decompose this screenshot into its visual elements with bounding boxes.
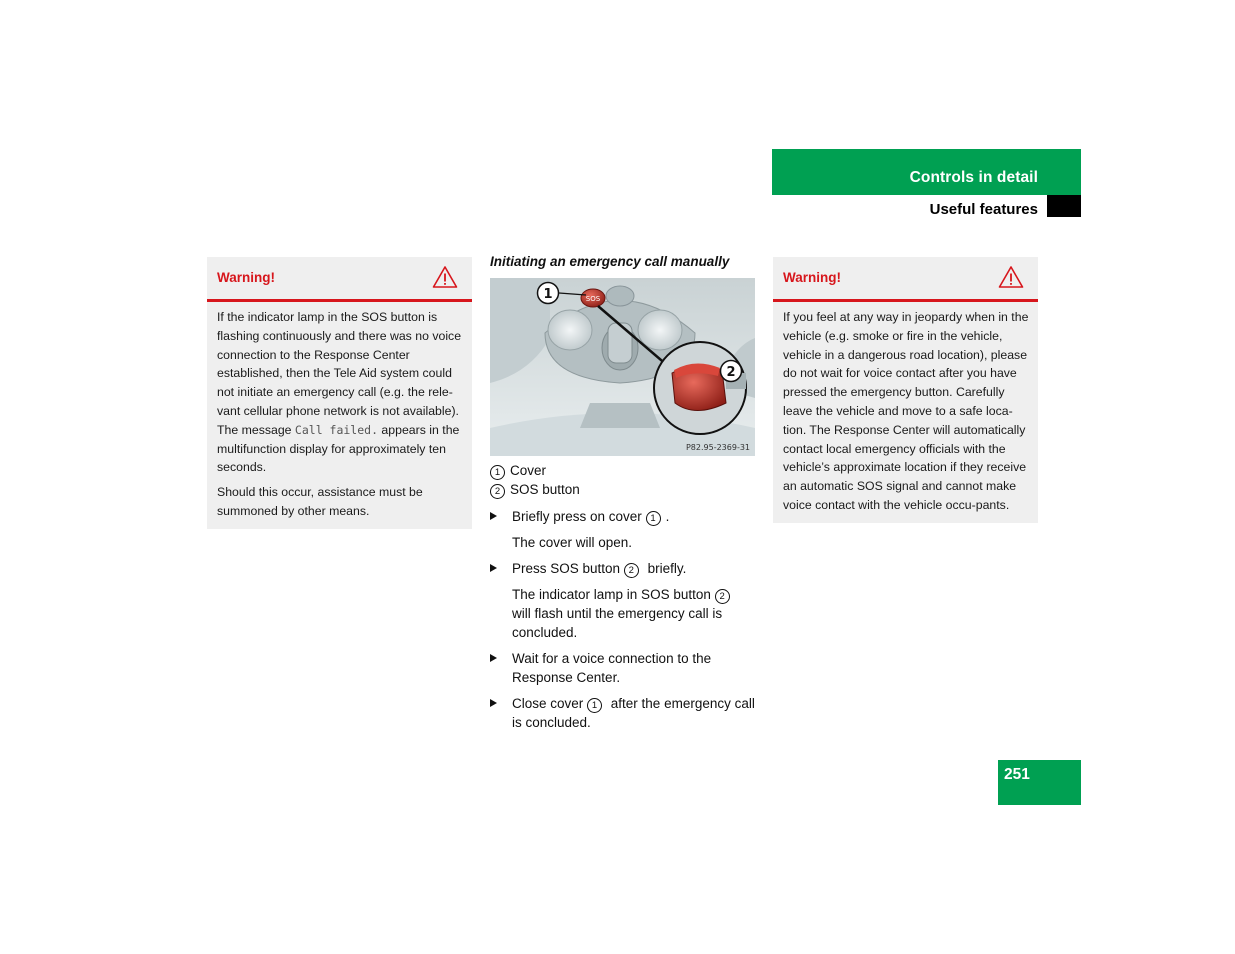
instruction-step: Briefly press on cover 1 . xyxy=(490,507,756,526)
step-arrow-icon xyxy=(490,654,497,662)
callout-2-label: 2 xyxy=(726,365,736,380)
warning-body xyxy=(773,302,1038,523)
warning-box-left xyxy=(207,257,472,529)
figure-legend xyxy=(490,462,756,499)
figure-code: P82.95-2369-31 xyxy=(685,443,751,452)
page-number: 251 xyxy=(1004,766,1030,783)
callout-1-label: 1 xyxy=(543,287,553,302)
warning-triangle-icon xyxy=(432,265,458,289)
step-arrow-icon xyxy=(490,699,497,707)
instruction-step: Press SOS button 2 briefly. xyxy=(490,559,756,578)
section-title: Controls in detail xyxy=(909,169,1038,186)
legend-item: 2 SOS button xyxy=(490,481,756,500)
sos-button-figure xyxy=(490,278,755,456)
section-heading: Initiating an emergency call manually xyxy=(490,254,730,269)
warning-header xyxy=(207,257,472,302)
warning-body xyxy=(207,302,472,529)
callout-number: 1 xyxy=(490,465,505,480)
subsection-title: Useful features xyxy=(929,201,1038,218)
warning-box-right xyxy=(773,257,1038,523)
warning-paragraph: If you feel at any way in jeopardy when in the vehicle (e.g. smoke or fire in the vehicle, vehicle in a dangerous road location), please do not wait for voice contact after you have pressed the emergency button. Carefully leave the vehicle and move to a safe loca-tion. The Response Center will automatically contact local emergency officials with the vehicle’s approximate location if they receive an automatic SOS signal and cannot make voice contact with the vehicle occu-pants. xyxy=(783,310,1029,512)
overhead-console-illustration xyxy=(490,278,755,456)
instruction-step: Wait for a voice connection to the Response Center. xyxy=(490,649,756,687)
page-number-tab xyxy=(998,760,1081,805)
warning-header xyxy=(773,257,1038,302)
step-result: The cover will open. xyxy=(512,535,633,550)
callout-number: 2 xyxy=(490,484,505,499)
step-arrow-icon xyxy=(490,564,497,572)
section-header xyxy=(772,149,1081,195)
step-result: The indicator lamp in SOS button 2 will flash until the emergency call is concluded. xyxy=(490,585,756,642)
step-arrow-icon xyxy=(490,512,497,520)
warning-label: Warning! xyxy=(783,270,841,285)
instruction-step: Close cover 1 after the emergency call is concluded. xyxy=(490,694,756,732)
sos-label-small: SOS xyxy=(585,295,601,303)
warning-triangle-icon xyxy=(998,265,1024,289)
instructions-column xyxy=(490,252,756,732)
header-marker xyxy=(1047,195,1081,217)
legend-item: 1 Cover xyxy=(490,462,756,481)
display-message-code: Call failed. xyxy=(294,422,379,437)
warning-paragraph: If the indicator lamp in the SOS button is flashing continuously and there was no voice connection to the Response Center established, then the Tele Aid system could not initiate an emergency call (e.g. the rele-vant cellular phone network is not available). The message Call failed. appears in the multifunction display for approximately ten seconds. xyxy=(217,310,462,475)
warning-paragraph: Should this occur, assistance must be summoned by other means. xyxy=(217,485,423,518)
warning-label: Warning! xyxy=(217,270,275,285)
